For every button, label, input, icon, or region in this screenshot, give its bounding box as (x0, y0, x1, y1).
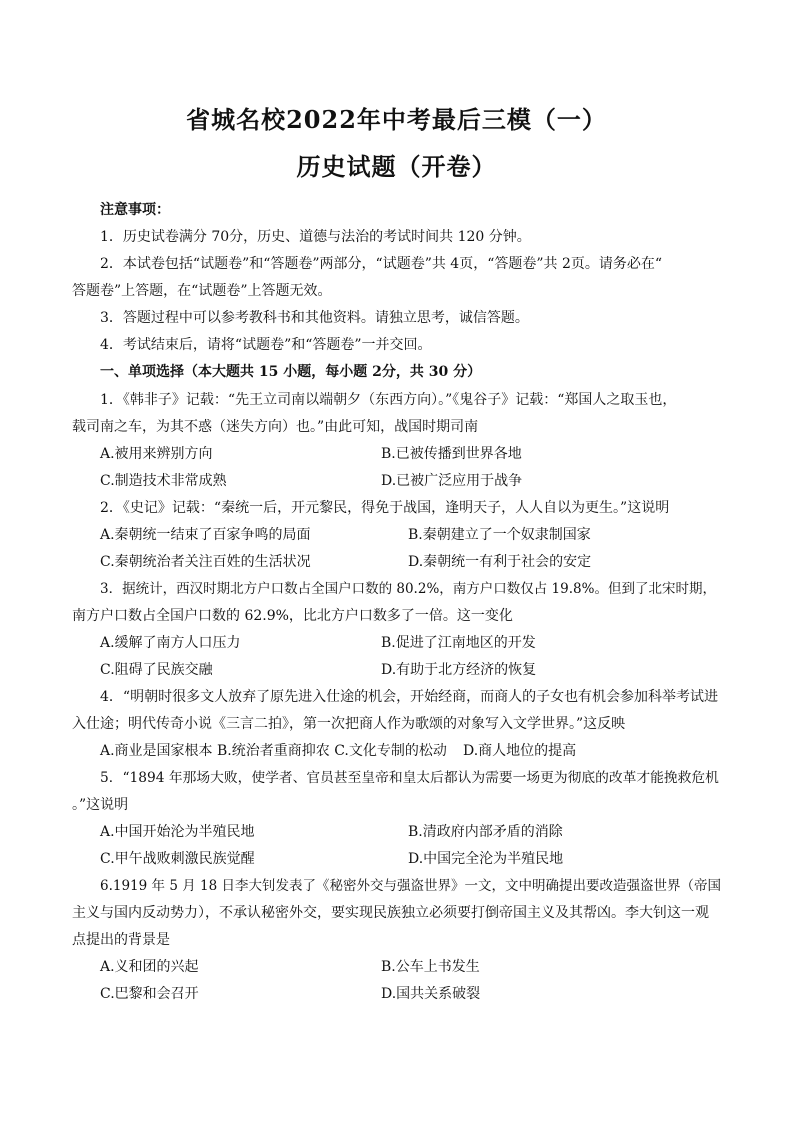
question-stem: 。”这说明 (72, 797, 129, 813)
option-b: B.已被传播到世界各地 (381, 446, 522, 462)
question-stem: 载司南之车，为其不惑（迷失方向）也。”由此可知，战国时期司南 (72, 419, 479, 435)
question-stem: 入仕途；明代传奇小说《三言二拍》，第一次把商人作为歌颂的对象写入文学世界。”这反映 (72, 716, 626, 732)
option-a: A.中国开始沦为半殖民地 (100, 824, 255, 840)
option-c: C.制造技术非常成熟 (100, 473, 227, 489)
option-d: D.国共关系破裂 (381, 986, 481, 1002)
note-item: 2．本试卷包括“试题卷”和“答题卷”两部分，“试题卷”共 4页，“答题卷”共 2页。请务必在“ (100, 256, 663, 272)
note-item: 3．答题过程中可以参考教科书和其他资料。请独立思考，诚信答题。 (100, 310, 529, 326)
question-stem: 点提出的背景是 (72, 932, 170, 948)
option-abc: A.商业是国家根本 B.统治者重商抑农 C.文化专制的松动 (100, 743, 447, 759)
option-b: B.清政府内部矛盾的消除 (408, 824, 563, 840)
option-a: A.缓解了南方人口压力 (100, 635, 241, 651)
option-d: D.商人地位的提高 (463, 743, 577, 759)
option-c: C.甲午战败刺激民族觉醒 (100, 851, 255, 867)
option-d: D.有助于北方经济的恢复 (381, 662, 537, 678)
section-heading: 一、单项选择（本大题共 15 小题，每小题 2分，共 30 分） (100, 364, 482, 380)
question-stem: 4．“明朝时很多文人放弃了原先进入仕途的机会，开始经商，而商人的子女也有机会参加科举考试进 (100, 689, 719, 705)
option-b: B.秦朝建立了一个奴隶制国家 (408, 527, 591, 543)
question-stem: 主义与国内反动势力），不承认秘密外交，要实现民族独立必须要打倒帝国主义及其帮凶。李大钊这一观 (72, 905, 709, 921)
question-stem: 6.1919 年 5 月 18 日李大钊发表了《秘密外交与强盗世界》一文，文中明确提出要改造强盗世界（帝国 (100, 878, 721, 894)
option-d: D.秦朝统一有利于社会的安定 (408, 554, 592, 570)
option-b: B.公车上书发生 (381, 959, 480, 975)
question-stem: 1．《韩非子》记载：“先王立司南以端朝夕（东西方向）。”《鬼谷子》记载：“郑国人之取玉也， (100, 392, 677, 408)
exam-subtitle: 历史试题（开卷） (296, 152, 497, 181)
question-stem: 2．《史记》记载：“秦统一后，开元黎民，得免于战国，逢明天子，人人自以为更生。”这说明 (100, 500, 670, 516)
note-item: 答题卷”上答题，在“试题卷”上答题无效。 (72, 283, 332, 299)
exam-title: 省城名校2022年中考最后三模（一） (186, 105, 607, 134)
option-c: C.阻碍了民族交融 (100, 662, 213, 678)
question-stem: 南方户口数占全国户口数的 62.9%，比北方户口数多了一倍。这一变化 (72, 608, 513, 624)
option-c: C.巴黎和会召开 (100, 986, 199, 1002)
note-item: 1．历史试卷满分 70分，历史、道德与法治的考试时间共 120 分钟。 (100, 229, 531, 245)
note-item: 4．考试结束后，请将“试题卷”和“答题卷”一并交回。 (100, 337, 432, 353)
option-a: A.被用来辨别方向 (100, 446, 213, 462)
option-d: D.已被广泛应用于战争 (381, 473, 523, 489)
option-a: A.秦朝统一结束了百家争鸣的局面 (100, 527, 311, 543)
question-stem: 3．据统计，西汉时期北方户口数占全国户口数的 80.2%，南方户口数仅占 19.8%。但到了北宋时期， (100, 581, 716, 597)
option-b: B.促进了江南地区的开发 (381, 635, 536, 651)
option-d: D.中国完全沦为半殖民地 (408, 851, 564, 867)
question-stem: 5．“1894 年那场大败，使学者、官员甚至皇帝和皇太后都认为需要一场更为彻底的改革才能挽救危机 (100, 770, 719, 786)
option-a: A.义和团的兴起 (100, 959, 199, 975)
option-c: C.秦朝统治者关注百姓的生活状况 (100, 554, 311, 570)
notes-heading: 注意事项： (100, 202, 170, 218)
